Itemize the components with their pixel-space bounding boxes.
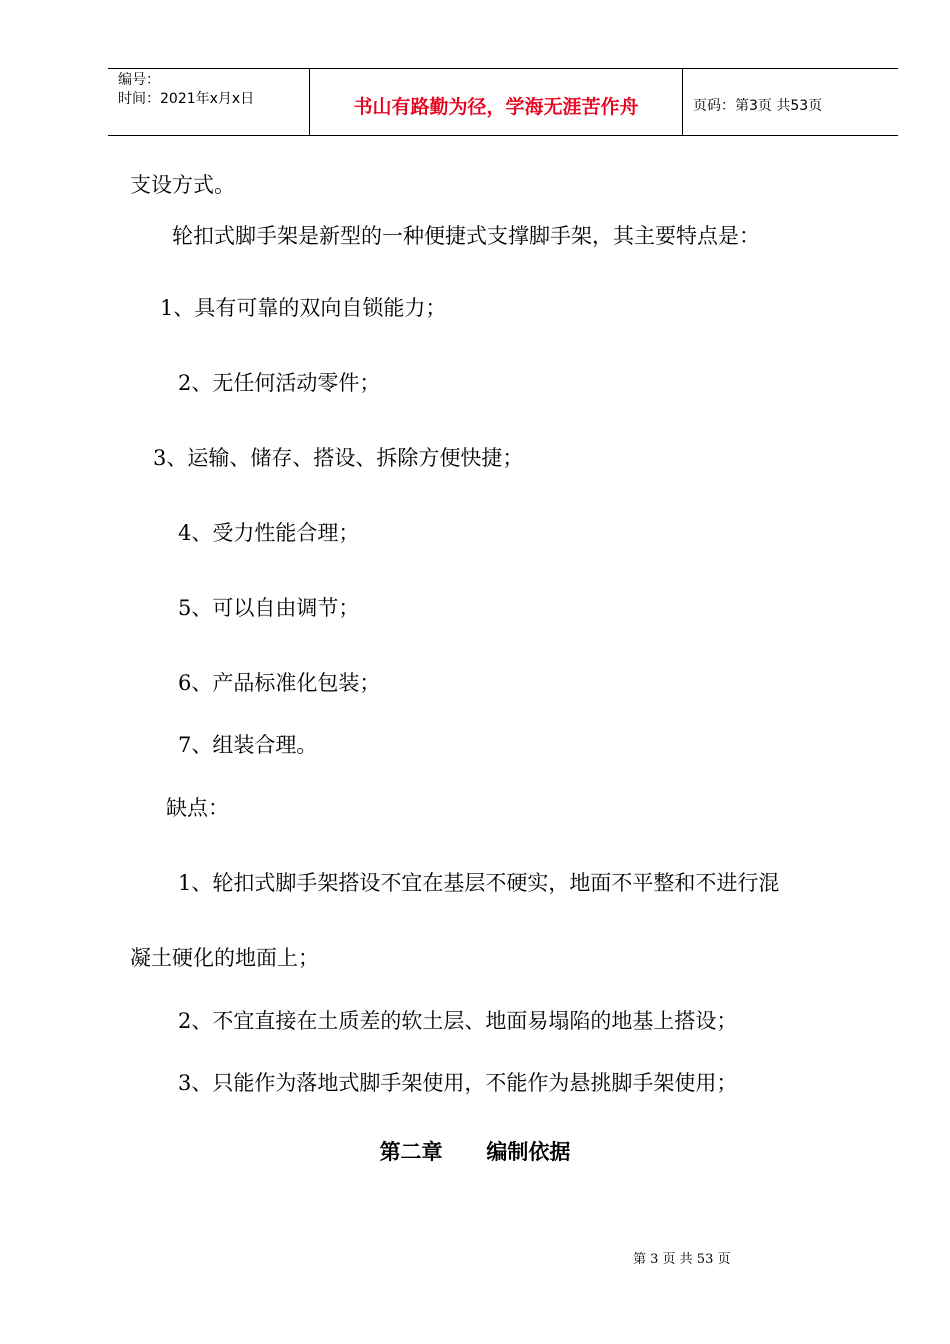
chapter-title: 第二章 编制依据 [379,1140,571,1164]
list-item: 2、不宜直接在土质差的软土层、地面易塌陷的地基上搭设； [178,1009,738,1033]
header-meta-cell [108,69,310,135]
list-item: 1、具有可靠的双向自锁能力； [160,296,447,320]
motto-text: 书山有路勤为径，学海无涯苦作舟 [353,95,639,118]
list-item: 3、运输、储存、搭设、拆除方便快捷； [153,446,524,470]
list-item: 7、组装合理。 [178,733,318,757]
list-item: 2、无任何活动零件； [178,371,381,395]
body-line: 支设方式。 [130,173,235,197]
time-label: 时间：2021年x月x日 [118,91,255,107]
body-line: 凝土硬化的地面上； [130,946,319,970]
header-motto-cell [310,69,683,135]
header-page-info: 页码：第3页 共53页 [693,98,823,114]
page-header [108,68,898,136]
list-item: 1、轮扣式脚手架搭设不宜在基层不硬实，地面不平整和不进行混 [178,871,780,895]
body-line: 轮扣式脚手架是新型的一种便捷式支撑脚手架，其主要特点是： [172,224,760,248]
list-item: 6、产品标准化包装； [178,671,381,695]
header-page-cell [683,69,898,135]
list-item: 5、可以自由调节； [178,596,360,620]
section-label: 缺点： [166,796,229,820]
list-item: 4、受力性能合理； [178,521,360,545]
number-label: 编号： [118,72,160,88]
list-item: 3、只能作为落地式脚手架使用，不能作为悬挑脚手架使用； [178,1071,738,1095]
page-footer: 第 3 页 共 53 页 [633,1252,731,1267]
